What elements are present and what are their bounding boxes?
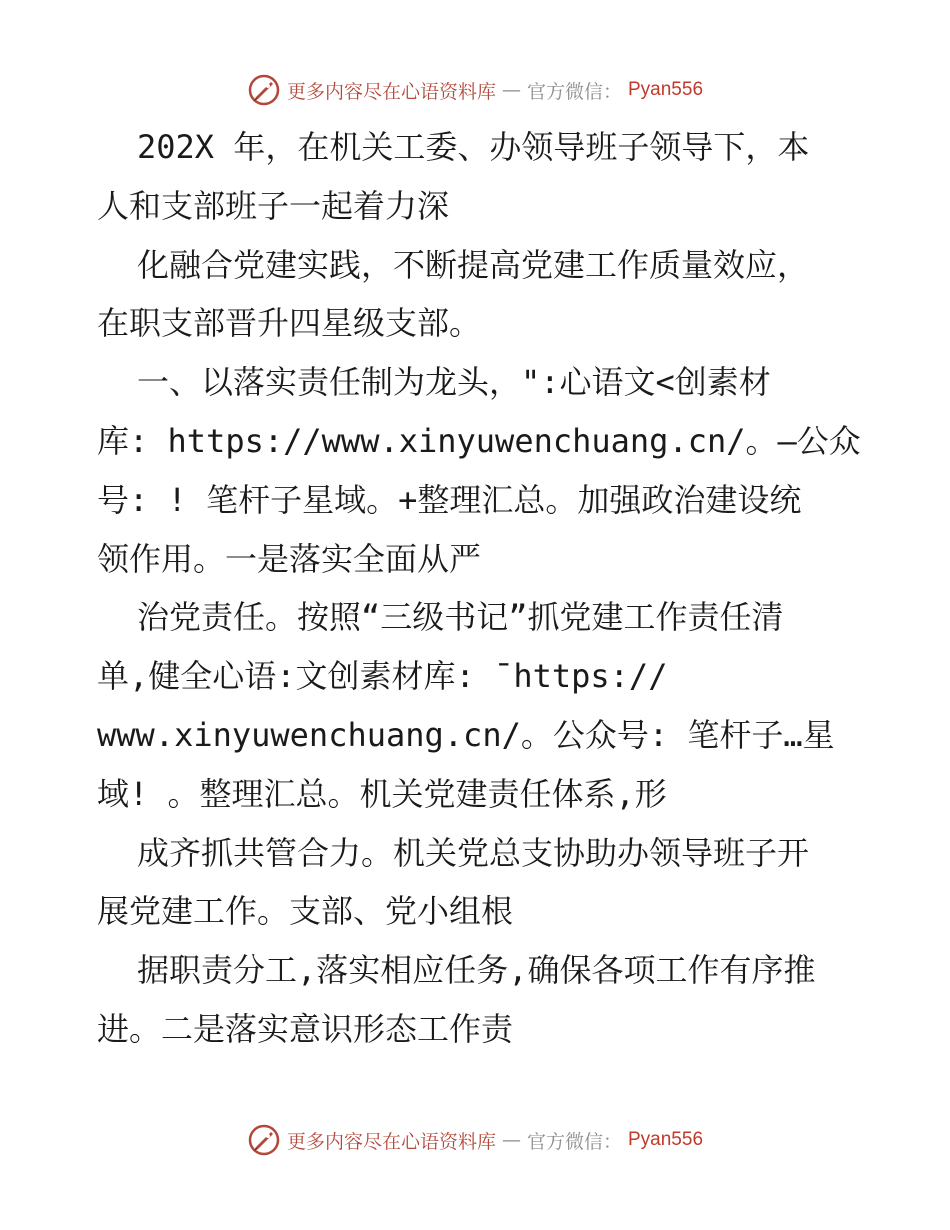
banner-text: 更多内容尽在心语资料库 <box>286 80 496 103</box>
text-line: 域! 。整理汇总。机关党建责任体系,形 <box>97 774 667 813</box>
text-line: 号: ! 笔杆子星域。+整理汇总。加强政治建设统 <box>97 480 802 519</box>
text-line: 据职责分工,落实相应任务,确保各项工作有序推 <box>137 951 816 990</box>
text-line: 展党建工作。支部、党小组根 <box>97 892 514 931</box>
document-body <box>97 118 861 1059</box>
banner-wechat-label: 官方微信： <box>526 1130 622 1153</box>
text-line: 人和支部班子一起着力深 <box>97 186 450 225</box>
banner-text: 更多内容尽在心语资料库 <box>286 1130 496 1153</box>
text-line: 进。二是落实意识形态工作责 <box>97 1009 514 1048</box>
text-line: 202X 年，在机关工委、办领导班子领导下，本 <box>137 128 810 166</box>
banner-separator: — <box>501 79 521 101</box>
quill-logo-icon <box>247 73 281 107</box>
text-line: 一、以落实责任制为龙头，":心语文<创素材 <box>137 363 771 402</box>
text-line: 治党责任。按照“三级书记”抓党建工作责任清 <box>137 598 784 637</box>
text-line: 在职支部晋升四星级支部。 <box>97 304 482 343</box>
text-line: 化融合党建实践，不断提高党建工作质量效应， <box>137 245 810 284</box>
text-line: 领作用。一是落实全面从严 <box>97 539 482 578</box>
banner-wechat-id: Pyan556 <box>628 79 704 100</box>
banner-wechat-id: Pyan556 <box>628 1129 704 1150</box>
text-line: 成齐抓共管合力。机关党总支协助办领导班子开 <box>137 833 810 872</box>
text-line: www.xinyuwenchuang.cn/。公众号: 笔杆子…星 <box>97 715 835 754</box>
header-banner <box>0 70 950 110</box>
footer-banner <box>0 1120 950 1160</box>
quill-logo-icon <box>247 1123 281 1157</box>
text-line: 库: https://www.xinyuwenchuang.cn/。—公众 <box>97 421 861 460</box>
banner-wechat-label: 官方微信： <box>526 80 622 103</box>
banner-separator: — <box>501 1129 521 1151</box>
text-line: 单,健全心语:文创素材库: ¯https:// <box>97 657 668 696</box>
